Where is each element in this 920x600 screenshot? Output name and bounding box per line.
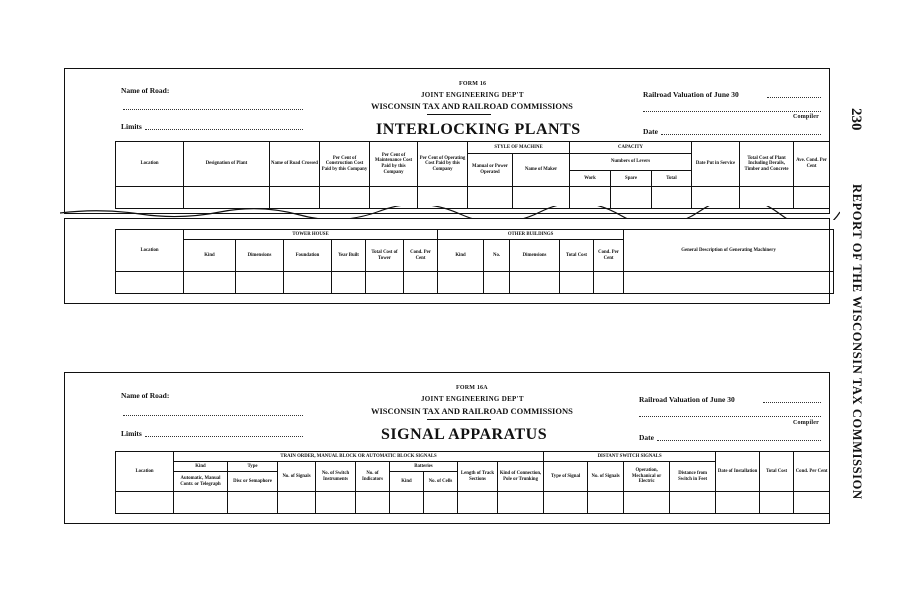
col-name-of-maker: Name of Maker — [513, 154, 570, 187]
signal-table — [115, 451, 830, 514]
col-location-2: Location — [116, 230, 184, 272]
col-type-sub: Disc or Semaphore — [228, 472, 278, 492]
col-no-switch: No. of Switch Instruments — [316, 462, 356, 492]
commissions-line: WISCONSIN TAX AND RAILROAD COMMISSIONS — [371, 101, 573, 111]
date-line — [661, 134, 821, 135]
col-maintenance-cost: Per Cent of Maintenance Cost Paid by this Company — [370, 142, 418, 187]
col-other-buildings: OTHER BUILDINGS — [438, 230, 624, 240]
col-distant-switch: DISTANT SWITCH SIGNALS — [544, 452, 716, 462]
interlocking-table — [115, 141, 830, 209]
department-line: JOINT ENGINEERING DEP'T — [421, 91, 524, 99]
name-of-road-line — [123, 109, 303, 110]
limits-label: Limits — [121, 122, 142, 131]
col-designation: Designation of Plant — [184, 142, 270, 187]
col-other-cond: Cond. Per Cent — [594, 240, 624, 272]
compiler-label-16a: Compiler — [793, 420, 819, 426]
col-batteries: Batteries — [390, 462, 458, 472]
page-number: 230 — [848, 108, 864, 131]
col-ds-no-signals: No. of Signals — [588, 462, 624, 492]
col-other-no: No. — [484, 240, 510, 272]
col-kind-sub: Automatic, Manual Contr. or Telegraph — [174, 472, 228, 492]
form-title: INTERLOCKING PLANTS — [376, 121, 581, 138]
col-battery-kind: Kind — [390, 472, 424, 492]
col-total: Total — [652, 171, 692, 187]
col-work: Work — [570, 171, 611, 187]
tower-house-table — [115, 229, 834, 294]
col-distance: Distance from Switch in Feet — [670, 462, 716, 492]
col-type-16a: Type — [228, 462, 278, 472]
commissions-line-16a: WISCONSIN TAX AND RAILROAD COMMISSIONS — [371, 406, 573, 416]
name-of-road-line-16a — [123, 415, 303, 416]
date-label-16a: Date — [639, 433, 654, 442]
title-rule — [427, 114, 491, 115]
col-number-of-levers: Numbers of Levers — [570, 154, 692, 171]
col-road-crossed: Name of Road Crossed — [270, 142, 320, 187]
title-rule-16a — [427, 419, 491, 420]
col-train-order: TRAIN ORDER, MANUAL BLOCK OR AUTOMATIC BLOCK SIGNALS — [174, 452, 544, 462]
limits-line — [145, 129, 303, 130]
limits-label-16a: Limits — [121, 429, 142, 438]
col-capacity: CAPACITY — [570, 142, 692, 154]
col-tower-house: TOWER HOUSE — [184, 230, 438, 240]
col-type-signal: Type of Signal — [544, 462, 588, 492]
col-spare: Spare — [611, 171, 652, 187]
name-of-road-label-16a: Name of Road: — [121, 391, 170, 400]
compiler-line — [643, 111, 821, 112]
col-location-16a: Location — [116, 452, 174, 492]
col-total-cost-tower: Total Cost of Tower — [366, 240, 404, 272]
date-line-16a — [657, 440, 821, 441]
col-other-total-cost: Total Cost — [560, 240, 594, 272]
col-total-cost-16a: Total Cost — [760, 452, 794, 492]
col-date-install: Date of Installation — [716, 452, 760, 492]
col-manual-power: Manual or Power Operated — [468, 154, 513, 187]
name-of-road-label: Name of Road: — [121, 86, 170, 95]
col-no-signals: No. of Signals — [278, 462, 316, 492]
col-date-in-service: Date Put in Service — [692, 142, 740, 187]
form-16-lower-box — [64, 218, 830, 304]
date-label: Date — [643, 127, 658, 136]
form-number: FORM 16 — [459, 81, 487, 87]
col-tower-cond: Cond. Per Cent — [404, 240, 438, 272]
col-location: Location — [116, 142, 184, 187]
form-16a-box — [64, 372, 830, 524]
col-tower-dimensions: Dimensions — [236, 240, 284, 272]
col-year-built: Year Built — [332, 240, 366, 272]
compiler-line-16a — [639, 416, 821, 417]
limits-line-16a — [145, 436, 303, 437]
col-construction-cost: Per Cent of Construction Cost Paid by this Company — [320, 142, 370, 187]
valuation-line-16a — [763, 402, 821, 403]
col-style-of-machine: STYLE OF MACHINE — [468, 142, 570, 154]
col-cond-16a: Cond. Per Cent — [794, 452, 830, 492]
col-ave-cond: Ave. Cond. Per Cent — [794, 142, 830, 187]
valuation-label-16a: Railroad Valuation of June 30 — [639, 395, 735, 404]
form-number-16a: FORM 16A — [456, 385, 488, 391]
col-operation: Operation, Mechanical or Electric — [624, 462, 670, 492]
compiler-label: Compiler — [793, 114, 819, 120]
col-other-kind: Kind — [438, 240, 484, 272]
col-total-cost: Total Cost of Plant Including Derails, Timber and Concrete — [740, 142, 794, 187]
col-kind-connection: Kind of Connection, Pole or Trunking — [498, 462, 544, 492]
running-head: REPORT OF THE WISCONSIN TAX COMMISSION — [850, 184, 864, 500]
col-general-description: General Description of Generating Machinery — [624, 230, 834, 272]
col-length-track: Length of Track Sections — [458, 462, 498, 492]
form-16-upper-box — [64, 68, 830, 214]
form-title-16a: SIGNAL APPARATUS — [381, 426, 548, 443]
col-kind-16a: Kind — [174, 462, 228, 472]
valuation-line — [767, 97, 821, 98]
col-other-dimensions: Dimensions — [510, 240, 560, 272]
col-foundation: Foundation — [284, 240, 332, 272]
col-battery-cells: No. of Cells — [424, 472, 458, 492]
col-no-indicators: No. of Indicators — [356, 462, 390, 492]
valuation-label: Railroad Valuation of June 30 — [643, 90, 739, 99]
col-tower-kind: Kind — [184, 240, 236, 272]
department-line-16a: JOINT ENGINEERING DEP'T — [421, 395, 524, 403]
col-operating-cost: Per Cent of Operating Cost Paid by this Company — [418, 142, 468, 187]
